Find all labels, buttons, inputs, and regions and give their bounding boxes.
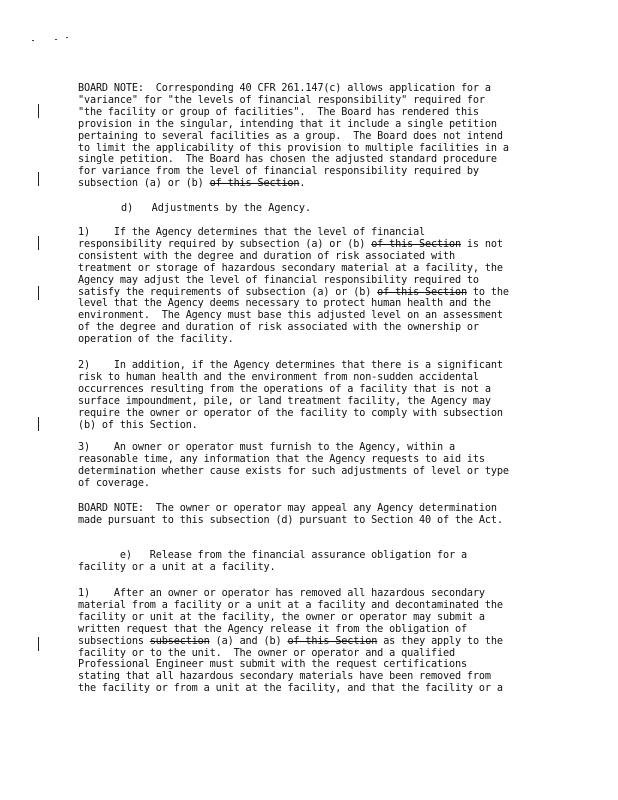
paragraph-e1 xyxy=(78,588,548,695)
text-line xyxy=(78,466,548,478)
change-bar xyxy=(38,637,39,651)
text-line xyxy=(78,263,548,275)
text-line xyxy=(78,478,548,490)
text-run: material from a facility or a unit at a facility and decontaminated the xyxy=(78,599,503,611)
text-run: made pursuant to this subsection (d) pursuant to Section 40 of the Act. xyxy=(78,514,503,526)
text-run: . xyxy=(299,178,306,190)
text-run: operation of the facility. xyxy=(78,334,234,346)
text-run: Agency may adjust the level of financial responsibility required to xyxy=(78,274,479,286)
text-run: surface impoundment, pile, or land treatment facility, the Agency may xyxy=(78,395,491,407)
text-run: 2) In addition, if the Agency determines that there is a significant xyxy=(78,360,503,371)
text-run: facility or a unit at a facility. xyxy=(78,561,276,573)
text-line xyxy=(78,227,548,239)
text-line xyxy=(78,442,548,454)
text-run: risk to human health and the environment from non-sudden accidental xyxy=(78,371,479,383)
text-line xyxy=(78,612,548,624)
text-run: facility or unit at the facility, the owner or operator may submit a xyxy=(78,611,485,623)
change-bar xyxy=(38,417,39,431)
text-line xyxy=(78,384,548,396)
text-run: stating that all hazardous secondary materials have been removed from xyxy=(78,671,491,683)
text-run: for variance from the level of financial responsibility required by xyxy=(78,166,479,178)
text-run: level that the Agency deems necessary to protect human health and the xyxy=(78,298,491,310)
text-run: subsections xyxy=(78,635,150,647)
text-run: 1) If the Agency determines that the level of financial xyxy=(78,227,426,238)
text-run: of the degree and duration of risk associated with the ownership or xyxy=(78,322,479,334)
text-line xyxy=(78,95,548,107)
text-line xyxy=(78,372,548,384)
text-run: environment. The Agency must base this adjusted level on an assessment xyxy=(78,310,503,322)
text-line xyxy=(78,143,548,155)
text-line xyxy=(78,310,548,322)
struck-text: of this Section xyxy=(287,635,378,647)
text-run: pertaining to several facilities as a group. The Board does not intend xyxy=(78,130,503,142)
text-line xyxy=(78,334,548,346)
text-run: provision in the singular, intending that it include a single petition xyxy=(78,118,497,130)
struck-text: of this Section xyxy=(377,286,467,298)
text-line xyxy=(78,396,548,408)
text-run: BOARD NOTE: Corresponding 40 CFR 261.147(c) allows application for a xyxy=(78,83,491,94)
text-run: responsibility required by subsection (a) or (b) xyxy=(78,238,372,250)
text-line xyxy=(78,454,548,466)
text-line xyxy=(78,287,548,299)
text-line xyxy=(78,298,548,310)
text-line xyxy=(78,515,548,527)
scan-speck xyxy=(66,37,68,38)
text-line xyxy=(78,683,548,695)
text-run: determination whether cause exists for such adjustments of level or type xyxy=(78,465,509,477)
change-bar xyxy=(38,286,39,300)
text-run: e) Release from the financial assurance obligation for a xyxy=(78,550,467,561)
text-line xyxy=(78,154,548,166)
change-bar xyxy=(38,172,39,186)
text-line xyxy=(78,322,548,334)
text-line xyxy=(78,131,548,143)
text-line xyxy=(78,178,548,190)
board-note-1 xyxy=(78,83,548,190)
text-line xyxy=(78,239,548,251)
text-run: to limit the applicability of this provision to multiple facilities in a xyxy=(78,142,509,154)
text-run: written request that the Agency release it from the obligation of xyxy=(78,623,467,635)
scan-speck xyxy=(55,39,57,40)
text-run: subsection (a) or (b) xyxy=(78,178,210,190)
text-line xyxy=(78,600,548,612)
text-line xyxy=(78,550,548,562)
paragraph-d3 xyxy=(78,442,548,490)
text-line xyxy=(78,588,548,600)
text-run: to the xyxy=(466,286,509,298)
text-run: 1) After an owner or operator has removed all hazardous secondary xyxy=(78,588,485,599)
struck-text: of this Section xyxy=(209,178,300,190)
text-run: consistent with the degree and duration of risk associated with xyxy=(78,250,455,262)
text-run: "the facility or group of facilities". The Board has rendered this xyxy=(78,106,479,118)
text-line xyxy=(78,119,548,131)
text-line xyxy=(78,107,548,119)
paragraph-d1 xyxy=(78,227,548,346)
section-d-heading: d) Adjustments by the Agency. xyxy=(121,203,312,214)
text-line xyxy=(78,636,548,648)
text-line xyxy=(78,562,548,574)
section-e-heading xyxy=(78,550,548,574)
text-line xyxy=(78,83,548,95)
text-run: BOARD NOTE: The owner or operator may appeal any Agency determination xyxy=(78,503,497,514)
change-bar xyxy=(38,236,39,250)
text-line xyxy=(78,166,548,178)
text-run: occurrences resulting from the operations of a facility that is not a xyxy=(78,383,491,395)
text-run: of coverage. xyxy=(78,477,150,489)
text-line xyxy=(78,420,548,432)
text-run: is not xyxy=(460,238,503,250)
text-run: (b) of this Section. xyxy=(78,419,198,431)
text-run: satisfy the requirements of subsection (a) or (b) xyxy=(78,286,378,298)
text-run: 3) An owner or operator must furnish to the Agency, within a xyxy=(78,442,455,453)
text-line xyxy=(78,251,548,263)
text-line xyxy=(78,659,548,671)
text-line xyxy=(78,503,548,515)
text-run: treatment or storage of hazardous secondary material at a facility, the xyxy=(78,262,503,274)
text-run: Professional Engineer must submit with the request certifications xyxy=(78,659,467,671)
text-line xyxy=(78,408,548,420)
text-run: single petition. The Board has chosen the adjusted standard procedure xyxy=(78,154,497,166)
struck-text: subsection xyxy=(149,635,210,647)
text-line xyxy=(78,671,548,683)
change-bar xyxy=(38,104,39,118)
text-run: "variance" for "the levels of financial responsibility" required for xyxy=(78,94,485,106)
text-run: the facility or from a unit at the facility, and that the facility or a xyxy=(78,683,503,695)
paragraph-d2 xyxy=(78,360,548,431)
text-run: (a) and (b) xyxy=(209,635,288,647)
text-line xyxy=(78,360,548,372)
text-run: as they apply to the xyxy=(377,635,503,647)
text-run: reasonable time, any information that the Agency requests to aid its xyxy=(78,453,485,465)
text-line xyxy=(78,624,548,636)
text-line xyxy=(78,648,548,660)
text-run: require the owner or operator of the facility to comply with subsection xyxy=(78,407,503,419)
board-note-2 xyxy=(78,503,548,527)
struck-text: of this Section xyxy=(371,238,461,250)
text-line xyxy=(78,275,548,287)
scan-speck xyxy=(32,40,34,41)
text-run: facility or to the unit. The owner or operator and a qualified xyxy=(78,647,455,659)
